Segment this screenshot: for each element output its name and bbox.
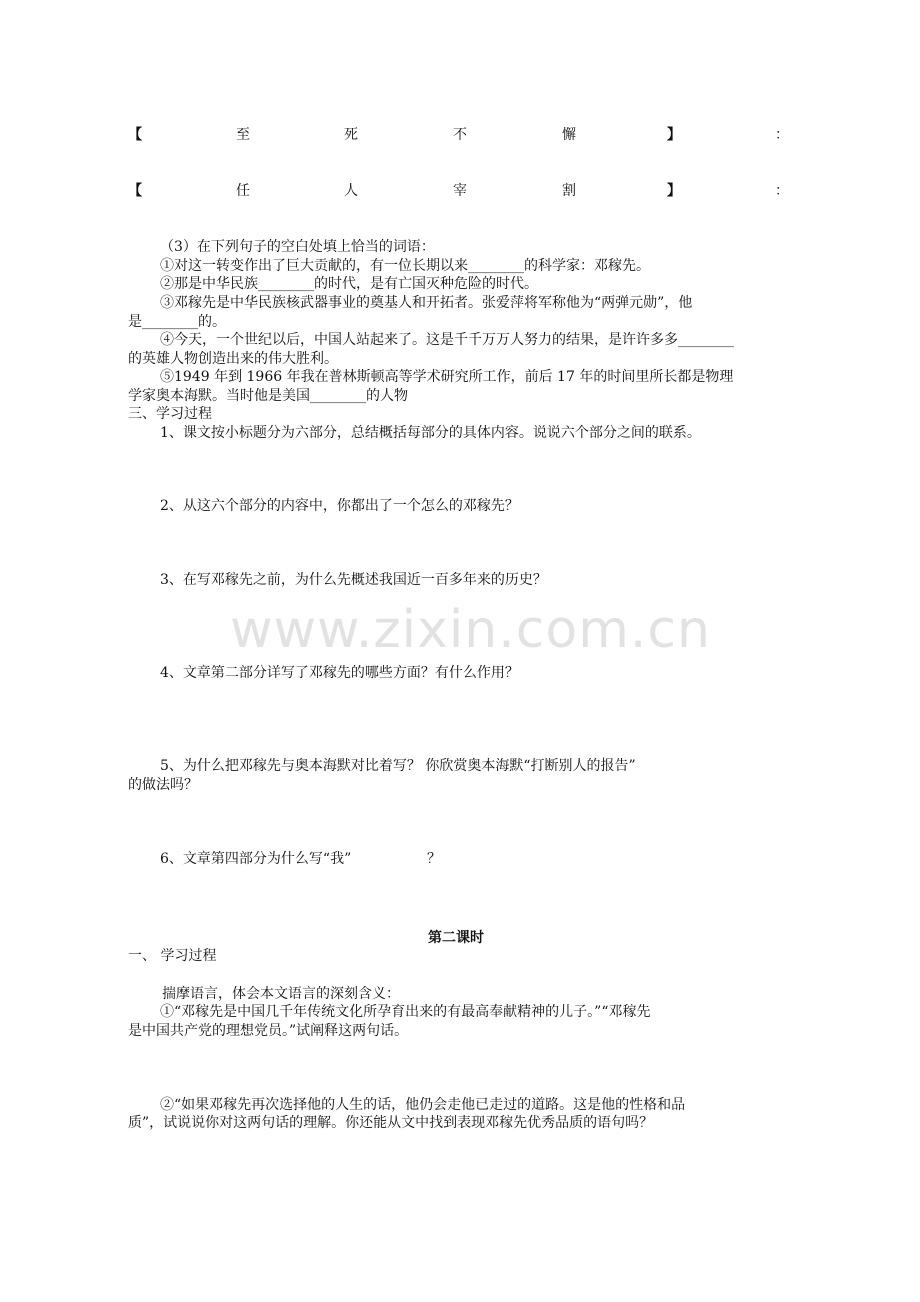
colon: ：	[775, 127, 789, 143]
idiom-char: 宰	[453, 183, 467, 199]
section3-title: 三、学习过程	[128, 406, 212, 422]
fill-blank-q1: ①对这一转变作出了巨大贡献的，有一位长期以来________的科学家：邓稼先。	[160, 258, 650, 274]
lesson2-q2-line2: 质”，试说说你对这两句话的理解。你还能从文中找到表现邓稼先优秀品质的语句吗？	[128, 1115, 654, 1131]
lesson2-q1-line1: ①“邓稼先是中国几千年传统文化所孕育出来的有最高奉献精神的儿子。”“邓稼先	[160, 1004, 651, 1020]
watermark: www.zixin.com.cn	[230, 600, 711, 660]
idiom-char: 死	[344, 127, 358, 143]
section3-q3: 3、在写邓稼先之前，为什么先概述我国近一百多年来的历史？	[160, 572, 547, 588]
lesson2-heading: 第二课时	[428, 930, 484, 946]
section3-q4: 4、文章第二部分详写了邓稼先的哪些方面？有什么作用？	[160, 665, 519, 681]
fill-blank-q5-line2: 学家奥本海默。当时他是美国________的人物	[128, 388, 408, 404]
lesson2-intro: 揣摩语言，体会本文语言的深刻含义：	[162, 986, 400, 1002]
lesson2-section-title: 一、 学习过程	[128, 948, 217, 964]
fill-blank-q3-line1: ③邓稼先是中华民族核武器事业的奠基人和开拓者。张爱萍将军称他为“两弹元勋”，他	[160, 295, 693, 311]
section3-q5-line1: 5、为什么把邓稼先与奥本海默对比着写？ 你欣赏奥本海默“打断别人的报告”	[160, 758, 636, 774]
section3-q5-line2: 的做法吗？	[128, 777, 198, 793]
colon: ：	[775, 183, 789, 199]
lesson2-q1-line2: 是中国共产党的理想党员。”试阐释这两句话。	[128, 1023, 409, 1039]
idiom-char: 不	[453, 127, 467, 143]
fill-blank-q5-line1: ⑤1949 年到 1966 年我在普林斯顿高等学术研究所工作，前后 17 年的时间里所长都是物理	[160, 369, 734, 385]
lesson2-q2-line1: ②“如果邓稼先再次选择他的人生的话，他仍会走他已走过的道路。这是他的性格和品	[160, 1097, 686, 1113]
idiom-char: 割	[562, 183, 576, 199]
section3-q6-end: ？	[427, 851, 441, 867]
section3-q1: 1、课文按小标题分为六部分，总结概括每部分的具体内容。说说六个部分之间的联系。	[160, 425, 701, 441]
idiom-char: 人	[344, 183, 358, 199]
idiom-char: 懈	[562, 127, 576, 143]
bracket-close: 】	[667, 183, 681, 199]
idiom-char: 任	[236, 183, 250, 199]
bracket-open: 【	[128, 127, 142, 143]
fill-blank-q3-line2: 是________的。	[128, 314, 226, 330]
bracket-open: 【	[128, 183, 142, 199]
section3-q2: 2、从这六个部分的内容中，你都出了一个怎么的邓稼先？	[160, 498, 519, 514]
bracket-close: 】	[667, 127, 681, 143]
fill-blank-q2: ②那是中华民族________的时代，是有亡国灭种危险的时代。	[160, 276, 538, 292]
fill-blank-q4-line1: ④今天，一个世纪以后，中国人站起来了。这是千千万万人努力的结果，是许许多多________	[160, 332, 734, 348]
idiom-char: 至	[236, 127, 250, 143]
fill-blank-instruction: （3）在下列句子的空白处填上恰当的词语：	[160, 239, 435, 255]
section3-q6: 6、文章第四部分为什么写“我”	[160, 851, 352, 867]
fill-blank-q4-line2: 的英雄人物创造出来的伟大胜利。	[128, 351, 338, 367]
